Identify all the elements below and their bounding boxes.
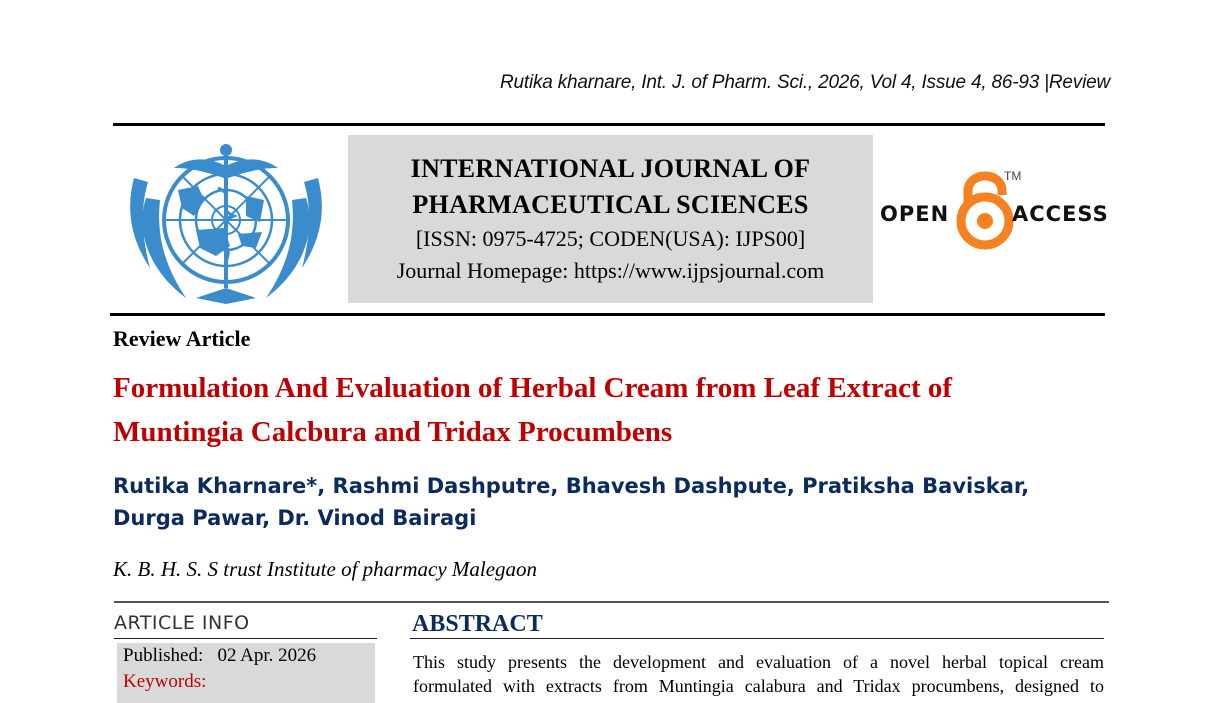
article-info-heading: ARTICLE INFO [114, 612, 250, 634]
affiliation: K. B. H. S. S trust Institute of pharmacy Malegaon [113, 557, 538, 581]
article-info-box [117, 643, 375, 703]
abstract-line2: formulated with extracts from Muntingia calabura and Tridax procumbens, designed to [413, 676, 1104, 696]
abstract-heading: ABSTRACT [412, 611, 543, 637]
published-label: Published: [123, 645, 204, 666]
journal-name-line2: PHARMACEUTICAL SCIENCES [412, 190, 809, 219]
trademark-mark: TM [1004, 169, 1022, 183]
article-title [113, 366, 1113, 454]
article-type: Review Article [113, 326, 251, 351]
published-date: 02 Apr. 2026 [217, 645, 317, 666]
article-title-line2: Muntingia Calcbura and Tridax Procumbens [113, 416, 673, 448]
journal-homepage[interactable]: Journal Homepage: https://www.ijpsjournal.com [396, 258, 825, 283]
open-access-logo [880, 165, 1110, 255]
journal-banner [348, 135, 873, 303]
open-access-open-label: OPEN [880, 202, 950, 226]
keywords-label: Keywords: [123, 671, 207, 692]
article-authors [113, 470, 1113, 534]
article-title-line1: Formulation And Evaluation of Herbal Cream from Leaf Extract of [113, 372, 953, 404]
open-access-access-label: ACCESS [1012, 202, 1109, 226]
header-rule-bottom [110, 313, 1105, 316]
section-divider [114, 601, 1109, 603]
journal-name-line1: INTERNATIONAL JOURNAL OF [410, 154, 811, 183]
journal-logo [126, 138, 326, 306]
abstract-line1: This study presents the development and evaluation of a novel herbal topical cream [413, 652, 1104, 672]
header-rule-top [113, 123, 1105, 126]
abstract-text [413, 650, 1104, 698]
article-info-rule [114, 638, 377, 639]
journal-issn: [ISSN: 0975-4725; CODEN(USA): IJPS00] [415, 226, 806, 251]
authors-line2: Durga Pawar, Dr. Vinod Bairagi [113, 506, 477, 530]
abstract-rule [410, 638, 1104, 639]
citation-header: Rutika kharnare, Int. J. of Pharm. Sci., 2026, Vol 4, Issue 4, 86-93 |Review [499, 72, 1110, 93]
authors-line1: Rutika Kharnare*, Rashmi Dashputre, Bhavesh Dashpute, Pratiksha Baviskar, [113, 474, 1030, 498]
caduceus-globe-wreath-icon [126, 138, 326, 306]
published-row [123, 645, 316, 667]
